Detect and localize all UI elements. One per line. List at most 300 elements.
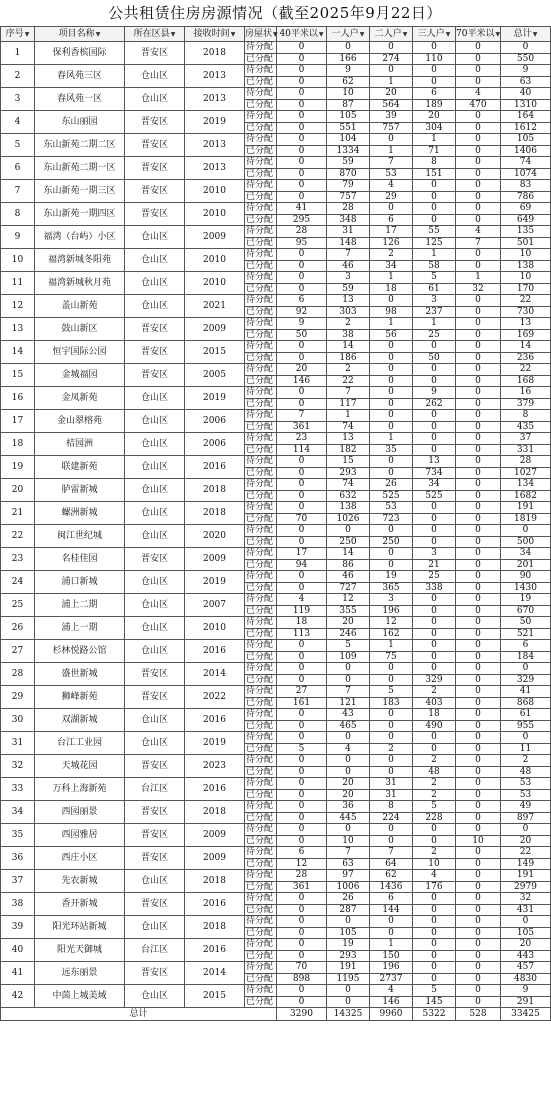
table-row bbox=[1, 479, 551, 491]
value-cell: 0 bbox=[327, 663, 370, 675]
district: 晋安区 bbox=[125, 203, 185, 226]
value-cell: 0 bbox=[413, 927, 456, 939]
status-label: 已分配 bbox=[245, 973, 277, 985]
column-header-label: 所在区县 bbox=[133, 28, 170, 39]
value-cell: 135 bbox=[501, 226, 551, 238]
value-cell: 29 bbox=[370, 191, 413, 203]
receive-year: 2013 bbox=[185, 157, 245, 180]
filter-dropdown-icon[interactable]: ▼ bbox=[445, 30, 451, 38]
value-cell: 329 bbox=[413, 674, 456, 686]
table-row bbox=[1, 916, 551, 928]
row-number: 28 bbox=[1, 663, 35, 686]
status-label: 待分配 bbox=[245, 88, 277, 100]
value-cell: 0 bbox=[370, 674, 413, 686]
row-number: 13 bbox=[1, 318, 35, 341]
status-label: 已分配 bbox=[245, 651, 277, 663]
status-label: 已分配 bbox=[245, 628, 277, 640]
status-label: 待分配 bbox=[245, 249, 277, 261]
value-cell: 0 bbox=[413, 375, 456, 387]
value-cell: 0 bbox=[456, 157, 501, 169]
status-label: 已分配 bbox=[245, 122, 277, 134]
value-cell: 723 bbox=[370, 513, 413, 525]
column-header[interactable] bbox=[277, 27, 327, 42]
value-cell: 55 bbox=[413, 226, 456, 238]
table-row bbox=[1, 824, 551, 836]
column-header[interactable] bbox=[327, 27, 370, 42]
project-name: 东山新苑一期四区 bbox=[35, 203, 125, 226]
status-label: 已分配 bbox=[245, 904, 277, 916]
status-label: 已分配 bbox=[245, 398, 277, 410]
value-cell: 0 bbox=[277, 341, 327, 353]
status-label: 待分配 bbox=[245, 594, 277, 606]
value-cell: 2 bbox=[370, 249, 413, 261]
value-cell: 6 bbox=[370, 214, 413, 226]
table-body bbox=[1, 42, 551, 1021]
value-cell: 28 bbox=[327, 203, 370, 215]
value-cell: 49 bbox=[501, 801, 551, 813]
value-cell: 0 bbox=[277, 76, 327, 88]
value-cell: 0 bbox=[327, 42, 370, 54]
table-row bbox=[1, 272, 551, 284]
value-cell: 0 bbox=[277, 893, 327, 905]
project-name: 金城福园 bbox=[35, 364, 125, 387]
value-cell: 144 bbox=[370, 904, 413, 916]
value-cell: 786 bbox=[501, 191, 551, 203]
district: 仓山区 bbox=[125, 387, 185, 410]
value-cell: 0 bbox=[456, 203, 501, 215]
value-cell: 236 bbox=[501, 352, 551, 364]
value-cell: 0 bbox=[277, 720, 327, 732]
value-cell: 8 bbox=[370, 801, 413, 813]
value-cell: 0 bbox=[456, 663, 501, 675]
value-cell: 79 bbox=[327, 180, 370, 192]
value-cell: 0 bbox=[277, 789, 327, 801]
status-label: 已分配 bbox=[245, 766, 277, 778]
value-cell: 189 bbox=[413, 99, 456, 111]
value-cell: 0 bbox=[456, 904, 501, 916]
value-cell: 31 bbox=[327, 226, 370, 238]
value-cell: 0 bbox=[370, 720, 413, 732]
district: 晋安区 bbox=[125, 962, 185, 985]
value-cell: 0 bbox=[456, 352, 501, 364]
value-cell: 0 bbox=[277, 927, 327, 939]
value-cell: 6 bbox=[370, 893, 413, 905]
row-number: 33 bbox=[1, 778, 35, 801]
value-cell: 501 bbox=[501, 237, 551, 249]
value-cell: 146 bbox=[370, 996, 413, 1008]
value-cell: 53 bbox=[370, 502, 413, 514]
row-number: 7 bbox=[1, 180, 35, 203]
status-label: 待分配 bbox=[245, 640, 277, 652]
value-cell: 303 bbox=[327, 306, 370, 318]
value-cell: 0 bbox=[370, 916, 413, 928]
row-number: 37 bbox=[1, 870, 35, 893]
value-cell: 0 bbox=[456, 122, 501, 134]
value-cell: 250 bbox=[327, 536, 370, 548]
value-cell: 2 bbox=[327, 318, 370, 330]
filter-dropdown-icon[interactable]: ▼ bbox=[230, 30, 236, 38]
status-label: 待分配 bbox=[245, 893, 277, 905]
value-cell: 150 bbox=[370, 950, 413, 962]
value-cell: 6 bbox=[277, 295, 327, 307]
status-label: 已分配 bbox=[245, 306, 277, 318]
status-label: 已分配 bbox=[245, 99, 277, 111]
value-cell: 0 bbox=[456, 180, 501, 192]
column-header[interactable] bbox=[1, 27, 35, 42]
value-cell: 97 bbox=[327, 870, 370, 882]
column-header[interactable] bbox=[370, 27, 413, 42]
total-value: 5322 bbox=[413, 1008, 456, 1021]
row-number: 8 bbox=[1, 203, 35, 226]
district: 仓山区 bbox=[125, 479, 185, 502]
table-row bbox=[1, 640, 551, 652]
value-cell: 87 bbox=[327, 99, 370, 111]
value-cell: 898 bbox=[277, 973, 327, 985]
filter-dropdown-icon[interactable]: ▼ bbox=[170, 30, 176, 38]
value-cell: 0 bbox=[413, 536, 456, 548]
value-cell: 0 bbox=[456, 398, 501, 410]
value-cell: 8 bbox=[501, 410, 551, 422]
value-cell: 176 bbox=[413, 881, 456, 893]
value-cell: 0 bbox=[501, 525, 551, 537]
value-cell: 1430 bbox=[501, 582, 551, 594]
value-cell: 6 bbox=[413, 88, 456, 100]
value-cell: 186 bbox=[327, 352, 370, 364]
value-cell: 7 bbox=[277, 410, 327, 422]
project-name: 盛世新城 bbox=[35, 663, 125, 686]
value-cell: 26 bbox=[370, 479, 413, 491]
value-cell: 17 bbox=[370, 226, 413, 238]
value-cell: 50 bbox=[277, 329, 327, 341]
row-number: 29 bbox=[1, 686, 35, 709]
table-row bbox=[1, 410, 551, 422]
value-cell: 0 bbox=[456, 260, 501, 272]
status-label: 待分配 bbox=[245, 341, 277, 353]
value-cell: 0 bbox=[277, 824, 327, 836]
status-label: 待分配 bbox=[245, 686, 277, 698]
value-cell: 0 bbox=[413, 916, 456, 928]
value-cell: 2737 bbox=[370, 973, 413, 985]
filter-dropdown-icon[interactable]: ▼ bbox=[95, 30, 101, 38]
value-cell: 0 bbox=[456, 766, 501, 778]
value-cell: 0 bbox=[456, 732, 501, 744]
value-cell: 11 bbox=[501, 743, 551, 755]
status-label: 待分配 bbox=[245, 203, 277, 215]
table-row bbox=[1, 387, 551, 399]
value-cell: 13 bbox=[327, 433, 370, 445]
project-name: 中茵上城美域 bbox=[35, 985, 125, 1008]
status-label: 待分配 bbox=[245, 548, 277, 560]
total-value: 9960 bbox=[370, 1008, 413, 1021]
value-cell: 34 bbox=[370, 260, 413, 272]
district: 仓山区 bbox=[125, 65, 185, 88]
receive-year: 2015 bbox=[185, 341, 245, 364]
value-cell: 295 bbox=[277, 214, 327, 226]
value-cell: 0 bbox=[370, 755, 413, 767]
row-number: 27 bbox=[1, 640, 35, 663]
value-cell: 0 bbox=[277, 766, 327, 778]
column-header[interactable] bbox=[125, 27, 185, 42]
value-cell: 355 bbox=[327, 605, 370, 617]
value-cell: 0 bbox=[370, 134, 413, 146]
filter-dropdown-icon[interactable]: ▼ bbox=[495, 30, 501, 38]
value-cell: 329 bbox=[501, 674, 551, 686]
table-row bbox=[1, 295, 551, 307]
value-cell: 0 bbox=[456, 916, 501, 928]
value-cell: 868 bbox=[501, 697, 551, 709]
filter-dropdown-icon[interactable]: ▼ bbox=[532, 30, 538, 38]
value-cell: 0 bbox=[456, 249, 501, 261]
value-cell: 0 bbox=[370, 387, 413, 399]
value-cell: 5 bbox=[327, 640, 370, 652]
project-name: 春风苑一区 bbox=[35, 88, 125, 111]
district: 仓山区 bbox=[125, 272, 185, 295]
value-cell: 1 bbox=[370, 433, 413, 445]
value-cell: 0 bbox=[456, 490, 501, 502]
district: 仓山区 bbox=[125, 525, 185, 548]
table-row bbox=[1, 318, 551, 330]
row-number: 36 bbox=[1, 847, 35, 870]
receive-year: 2016 bbox=[185, 709, 245, 732]
value-cell: 0 bbox=[456, 191, 501, 203]
value-cell: 1 bbox=[370, 145, 413, 157]
value-cell: 0 bbox=[456, 985, 501, 997]
receive-year: 2018 bbox=[185, 801, 245, 824]
table-row bbox=[1, 249, 551, 261]
receive-year: 2009 bbox=[185, 226, 245, 249]
value-cell: 291 bbox=[501, 996, 551, 1008]
value-cell: 0 bbox=[327, 766, 370, 778]
district: 晋安区 bbox=[125, 42, 185, 65]
value-cell: 0 bbox=[456, 996, 501, 1008]
table-row bbox=[1, 939, 551, 951]
value-cell: 13 bbox=[501, 318, 551, 330]
value-cell: 10 bbox=[327, 88, 370, 100]
value-cell: 0 bbox=[456, 387, 501, 399]
value-cell: 0 bbox=[277, 640, 327, 652]
row-number: 35 bbox=[1, 824, 35, 847]
project-name: 杉林悦路公馆 bbox=[35, 640, 125, 663]
value-cell: 0 bbox=[456, 893, 501, 905]
value-cell: 2 bbox=[413, 755, 456, 767]
value-cell: 104 bbox=[327, 134, 370, 146]
value-cell: 23 bbox=[277, 433, 327, 445]
value-cell: 1 bbox=[413, 318, 456, 330]
filter-dropdown-icon[interactable]: ▼ bbox=[402, 30, 408, 38]
filter-dropdown-icon[interactable]: ▼ bbox=[359, 30, 365, 38]
value-cell: 2 bbox=[327, 364, 370, 376]
filter-dropdown-icon[interactable]: ▼ bbox=[318, 30, 324, 38]
value-cell: 0 bbox=[327, 732, 370, 744]
value-cell: 0 bbox=[277, 249, 327, 261]
value-cell: 105 bbox=[501, 134, 551, 146]
value-cell: 0 bbox=[501, 824, 551, 836]
value-cell: 0 bbox=[277, 272, 327, 284]
project-name: 西庄小区 bbox=[35, 847, 125, 870]
value-cell: 0 bbox=[456, 870, 501, 882]
project-name: 狮峰新苑 bbox=[35, 686, 125, 709]
table-row bbox=[1, 594, 551, 606]
status-label: 已分配 bbox=[245, 375, 277, 387]
value-cell: 8 bbox=[413, 157, 456, 169]
value-cell: 110 bbox=[413, 53, 456, 65]
receive-year: 2006 bbox=[185, 410, 245, 433]
value-cell: 151 bbox=[413, 168, 456, 180]
value-cell: 870 bbox=[327, 168, 370, 180]
table-row bbox=[1, 180, 551, 192]
value-cell: 0 bbox=[277, 467, 327, 479]
receive-year: 2014 bbox=[185, 663, 245, 686]
value-cell: 14 bbox=[501, 341, 551, 353]
value-cell: 53 bbox=[501, 778, 551, 790]
value-cell: 0 bbox=[277, 939, 327, 951]
value-cell: 757 bbox=[327, 191, 370, 203]
value-cell: 0 bbox=[413, 421, 456, 433]
receive-year: 2019 bbox=[185, 387, 245, 410]
value-cell: 0 bbox=[413, 835, 456, 847]
status-label: 已分配 bbox=[245, 237, 277, 249]
status-label: 待分配 bbox=[245, 916, 277, 928]
value-cell: 191 bbox=[501, 870, 551, 882]
value-cell: 0 bbox=[456, 421, 501, 433]
receive-year: 2010 bbox=[185, 249, 245, 272]
row-number: 40 bbox=[1, 939, 35, 962]
value-cell: 20 bbox=[327, 778, 370, 790]
value-cell: 4 bbox=[370, 180, 413, 192]
column-header[interactable] bbox=[35, 27, 125, 42]
value-cell: 293 bbox=[327, 467, 370, 479]
project-name: 福湾新城冬阳苑 bbox=[35, 249, 125, 272]
value-cell: 0 bbox=[456, 467, 501, 479]
value-cell: 148 bbox=[327, 237, 370, 249]
table-row bbox=[1, 134, 551, 146]
project-name: 金凤新苑 bbox=[35, 387, 125, 410]
district: 仓山区 bbox=[125, 870, 185, 893]
value-cell: 145 bbox=[413, 996, 456, 1008]
value-cell: 168 bbox=[501, 375, 551, 387]
row-number: 14 bbox=[1, 341, 35, 364]
receive-year: 2013 bbox=[185, 134, 245, 157]
value-cell: 0 bbox=[413, 617, 456, 629]
row-number: 39 bbox=[1, 916, 35, 939]
value-cell: 331 bbox=[501, 444, 551, 456]
value-cell: 196 bbox=[370, 605, 413, 617]
value-cell: 74 bbox=[327, 421, 370, 433]
status-label: 待分配 bbox=[245, 318, 277, 330]
value-cell: 14 bbox=[327, 548, 370, 560]
column-header[interactable] bbox=[456, 27, 501, 42]
value-cell: 500 bbox=[501, 536, 551, 548]
district: 仓山区 bbox=[125, 732, 185, 755]
receive-year: 2018 bbox=[185, 479, 245, 502]
column-header-label: 接收时间 bbox=[193, 28, 230, 39]
value-cell: 0 bbox=[456, 939, 501, 951]
district: 仓山区 bbox=[125, 502, 185, 525]
total-value: 3290 bbox=[277, 1008, 327, 1021]
receive-year: 2018 bbox=[185, 502, 245, 525]
value-cell: 0 bbox=[456, 709, 501, 721]
value-cell: 0 bbox=[456, 778, 501, 790]
district: 晋安区 bbox=[125, 847, 185, 870]
status-label: 待分配 bbox=[245, 755, 277, 767]
value-cell: 0 bbox=[413, 525, 456, 537]
column-header[interactable] bbox=[185, 27, 245, 42]
filter-dropdown-icon[interactable]: ▼ bbox=[273, 30, 278, 38]
value-cell: 0 bbox=[413, 444, 456, 456]
project-name: 西园雅居 bbox=[35, 824, 125, 847]
value-cell: 0 bbox=[456, 548, 501, 560]
filter-dropdown-icon[interactable]: ▼ bbox=[24, 30, 30, 38]
value-cell: 61 bbox=[501, 709, 551, 721]
value-cell: 0 bbox=[413, 410, 456, 422]
value-cell: 3 bbox=[413, 295, 456, 307]
district: 仓山区 bbox=[125, 249, 185, 272]
value-cell: 1612 bbox=[501, 122, 551, 134]
value-cell: 237 bbox=[413, 306, 456, 318]
value-cell: 3 bbox=[413, 548, 456, 560]
value-cell: 26 bbox=[327, 893, 370, 905]
value-cell: 365 bbox=[370, 582, 413, 594]
value-cell: 16 bbox=[501, 387, 551, 399]
value-cell: 445 bbox=[327, 812, 370, 824]
status-label: 已分配 bbox=[245, 720, 277, 732]
value-cell: 36 bbox=[327, 801, 370, 813]
value-cell: 38 bbox=[327, 329, 370, 341]
project-name: 双湖新城 bbox=[35, 709, 125, 732]
district: 仓山区 bbox=[125, 456, 185, 479]
value-cell: 0 bbox=[277, 778, 327, 790]
value-cell: 0 bbox=[456, 318, 501, 330]
district: 晋安区 bbox=[125, 318, 185, 341]
value-cell: 1074 bbox=[501, 168, 551, 180]
column-header[interactable] bbox=[245, 27, 277, 42]
status-label: 已分配 bbox=[245, 444, 277, 456]
value-cell: 7 bbox=[370, 847, 413, 859]
value-cell: 15 bbox=[327, 456, 370, 468]
district: 晋安区 bbox=[125, 341, 185, 364]
value-cell: 730 bbox=[501, 306, 551, 318]
value-cell: 22 bbox=[501, 847, 551, 859]
value-cell: 13 bbox=[327, 295, 370, 307]
value-cell: 4 bbox=[370, 985, 413, 997]
project-name: 香开新城 bbox=[35, 893, 125, 916]
value-cell: 304 bbox=[413, 122, 456, 134]
status-label: 已分配 bbox=[245, 283, 277, 295]
status-label: 待分配 bbox=[245, 410, 277, 422]
value-cell: 18 bbox=[370, 283, 413, 295]
column-header[interactable] bbox=[413, 27, 456, 42]
value-cell: 379 bbox=[501, 398, 551, 410]
status-label: 待分配 bbox=[245, 387, 277, 399]
value-cell: 161 bbox=[277, 697, 327, 709]
table-row bbox=[1, 778, 551, 790]
value-cell: 0 bbox=[413, 65, 456, 77]
value-cell: 12 bbox=[327, 594, 370, 606]
value-cell: 201 bbox=[501, 559, 551, 571]
table-row bbox=[1, 88, 551, 100]
status-label: 已分配 bbox=[245, 53, 277, 65]
value-cell: 465 bbox=[327, 720, 370, 732]
column-header[interactable] bbox=[501, 27, 551, 42]
receive-year: 2009 bbox=[185, 824, 245, 847]
value-cell: 59 bbox=[327, 283, 370, 295]
value-cell: 0 bbox=[370, 927, 413, 939]
column-header-label: 40平米以 bbox=[279, 28, 318, 39]
value-cell: 92 bbox=[277, 306, 327, 318]
value-cell: 0 bbox=[277, 996, 327, 1008]
value-cell: 0 bbox=[277, 456, 327, 468]
value-cell: 0 bbox=[456, 962, 501, 974]
